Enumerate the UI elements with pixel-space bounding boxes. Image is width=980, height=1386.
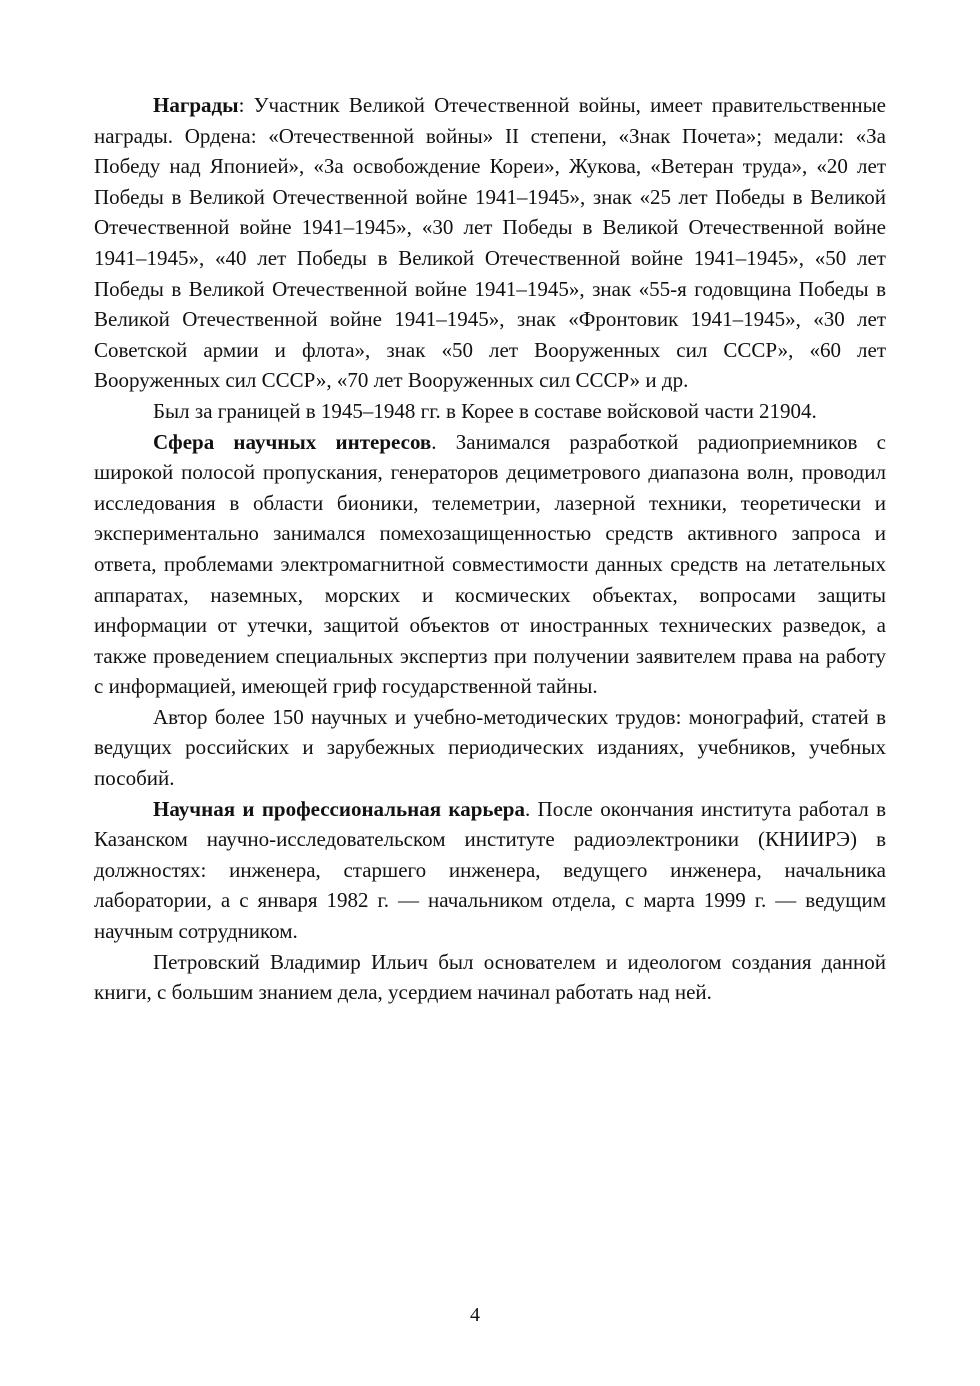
paragraph-founder — [94, 947, 886, 1008]
page-number: 4 — [470, 1304, 480, 1326]
paragraph-awards-text: : Участник Великой Отечественной войны, имеет правительственные награды. Ордена: «Отечественной войны» II степени, «Знак Почета»; медали: «За Победу над Японией», «За освобождение Кореи», Жукова, «Ветеран труда», «20 лет Победы в Великой Отечественной войне 1941–1945», знак «25 лет Победы в Великой Отечественной войне 1941–1945», «30 лет Победы в Великой Отечественной войне 1941–1945», «40 лет Победы в Великой Отечественной войне 1941–1945», «50 лет Победы в Великой Отечественной войне 1941–1945», знак «55-я годовщина Победы в Великой Отечественной войне 1941–1945», знак «Фронтовик 1941–1945», «30 лет Советской армии и флота», знак «50 лет Вооруженных сил СССР», «60 лет Вооруженных сил СССР», «70 лет Вооруженных сил СССР» и др. — [94, 93, 886, 393]
paragraph-career-text: . После окончания института работал в Казанском научно-исследовательском институте радиоэлектроники (КНИИРЭ) в должностях: инженера, старшего инженера, ведущего инженера, начальника лаборатории, а с января 1982 г. — начальником отдела, с марта 1999 г. — ведущим научным сотрудником. — [94, 796, 886, 944]
paragraph-publications — [94, 702, 886, 794]
heading-awards: Награды — [153, 93, 239, 117]
paragraph-career — [94, 794, 886, 947]
heading-research-interests: Сфера научных интересов — [153, 429, 432, 454]
paragraph-awards — [94, 90, 886, 396]
paragraph-publications-text: Автор более 150 научных и учебно-методических трудов: монографий, статей в ведущих российских и зарубежных периодических изданиях, учебников, учебных пособий. — [94, 704, 886, 791]
heading-career: Научная и профессиональная карьера — [153, 796, 525, 821]
paragraph-research-interests-text: . Занимался разработкой радиоприемников с широкой полосой пропускания, генераторов дециметрового диапазона волн, проводил исследования в области бионики, телеметрии, лазерной техники, теоретически и экспериментально занимался помехозащищенностью средств активного запроса и ответа, проблемами электромагнитной совместимости данных средств на летательных аппаратах, наземных, морских и космических объектах, вопросами защиты информации от утечки, защитой объектов от иностранных технических разведок, а также проведением специальных экспертиз при получении заявителем права на работу с информацией, имеющей гриф государственной тайны. — [94, 429, 886, 699]
page-body — [94, 90, 886, 1008]
paragraph-abroad — [94, 396, 886, 427]
paragraph-research-interests — [94, 427, 886, 702]
paragraph-founder-text: Петровский Владимир Ильич был основателем и идеологом создания данной книги, с большим знанием дела, усердием начинал работать над ней. — [94, 949, 886, 1005]
paragraph-abroad-text: Был за границей в 1945–1948 гг. в Корее в составе войсковой части 21904. — [153, 398, 817, 423]
